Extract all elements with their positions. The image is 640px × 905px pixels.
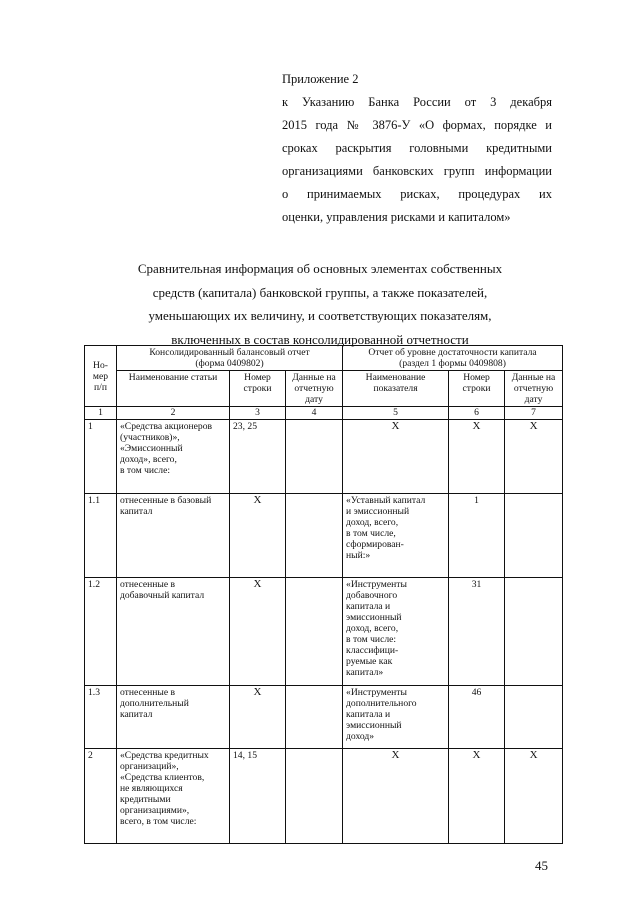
column-number: 6 <box>449 407 505 420</box>
row-data <box>286 494 343 578</box>
header-group-balance: Консолидированный балансовый отчет (форма 0409802) <box>117 346 343 371</box>
row-name: отнесенные в дополнительный капитал <box>117 686 230 749</box>
table-row <box>85 494 563 578</box>
row-line: X <box>230 578 286 686</box>
row-indicator-data <box>505 494 563 578</box>
table-row <box>85 749 563 844</box>
header-num: Но- мер п/п <box>85 346 117 407</box>
row-line: 14, 15 <box>230 749 286 844</box>
title-line: уменьшающих их величину, и соответствующих показателям, <box>148 308 492 323</box>
row-indicator-line: X <box>449 420 505 494</box>
row-num: 2 <box>85 749 117 844</box>
row-name: «Средства кредитных организаций», «Средства клиентов, не являющихся кредитными организациями», всего, в том числе: <box>117 749 230 844</box>
title-line: средств (капитала) банковской группы, а также показателей, <box>152 284 488 300</box>
row-name: «Средства акционеров (участников)», «Эмиссионный доход», всего, в том числе: <box>117 420 230 494</box>
appendix-heading: Приложение 2 <box>282 72 359 86</box>
column-number: 5 <box>343 407 449 420</box>
row-data <box>286 420 343 494</box>
row-data <box>286 578 343 686</box>
appendix-line: к Указанию Банка России от 3 декабря <box>282 95 552 109</box>
column-number: 4 <box>286 407 343 420</box>
row-indicator-name: X <box>343 749 449 844</box>
row-indicator-line: X <box>449 749 505 844</box>
column-number: 2 <box>117 407 230 420</box>
row-indicator-name: «Уставный капитал и эмиссионный доход, всего, в том числе, сформирован- ный:» <box>343 494 449 578</box>
column-number: 1 <box>85 407 117 420</box>
column-number: 7 <box>505 407 563 420</box>
table-row <box>85 578 563 686</box>
row-indicator-name: «Инструменты дополнительного капитала и эмиссионный доход» <box>343 686 449 749</box>
column-number: 3 <box>230 407 286 420</box>
row-num: 1 <box>85 420 117 494</box>
row-num: 1.1 <box>85 494 117 578</box>
appendix-block <box>282 68 552 229</box>
row-num: 1.3 <box>85 686 117 749</box>
row-line: 23, 25 <box>230 420 286 494</box>
subheader: Номер строки <box>230 371 286 407</box>
row-indicator-data: X <box>505 749 563 844</box>
row-data <box>286 686 343 749</box>
row-indicator-line: 31 <box>449 578 505 686</box>
table-row <box>85 420 563 494</box>
subheader: Наименование показателя <box>343 371 449 407</box>
appendix-line: 2015 года № 3876-У «О формах, порядке и <box>282 118 552 132</box>
appendix-line: оценки, управления рисками и капиталом» <box>282 210 511 224</box>
subheader: Данные на отчетную дату <box>286 371 343 407</box>
row-indicator-name: «Инструменты добавочного капитала и эмиссионный доход, всего, в том числе: классифици- руемые как капитал» <box>343 578 449 686</box>
comparison-table <box>84 345 563 844</box>
row-name: отнесенные в добавочный капитал <box>117 578 230 686</box>
table-row <box>85 686 563 749</box>
row-data <box>286 749 343 844</box>
row-indicator-name: X <box>343 420 449 494</box>
row-indicator-data: X <box>505 420 563 494</box>
appendix-line: о принимаемых рисках, процедурах их <box>282 187 552 201</box>
appendix-line: сроках раскрытия головными кредитными <box>282 141 552 155</box>
row-line: X <box>230 686 286 749</box>
title-line: включенных в состав консолидированной отчетности <box>171 331 469 347</box>
row-name: отнесенные в базовый капитал <box>117 494 230 578</box>
row-num: 1.2 <box>85 578 117 686</box>
row-line: X <box>230 494 286 578</box>
subheader: Номер строки <box>449 371 505 407</box>
subheader: Наименование статьи <box>117 371 230 407</box>
document-title <box>80 257 560 351</box>
page-number: 45 <box>535 858 548 873</box>
appendix-line: организациями банковских групп информации <box>282 164 552 178</box>
subheader: Данные на отчетную дату <box>505 371 563 407</box>
row-indicator-data <box>505 578 563 686</box>
row-indicator-data <box>505 686 563 749</box>
row-indicator-line: 46 <box>449 686 505 749</box>
title-line: Сравнительная информация об основных элементах собственных <box>137 261 503 276</box>
header-group-capital: Отчет об уровне достаточности капитала (раздел 1 формы 0409808) <box>343 346 563 371</box>
row-indicator-line: 1 <box>449 494 505 578</box>
